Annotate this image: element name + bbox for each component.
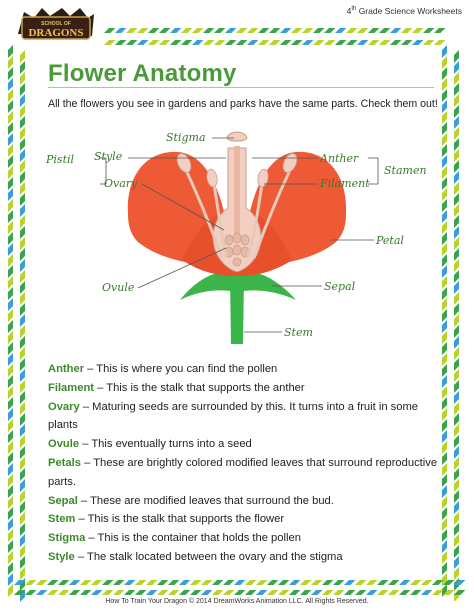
label-style: Style [94, 150, 123, 163]
definition-stem: Stem – This is the stalk that supports the flower [48, 513, 285, 526]
label-pistil: Pistil [46, 153, 75, 166]
label-stigma: Stigma [166, 131, 206, 144]
definition-ovule: Ovule – This eventually turns into a seed [48, 438, 252, 451]
definitions-list [48, 360, 438, 567]
label-ovule: Ovule [102, 281, 135, 294]
label-filament: Filament [320, 177, 370, 190]
definition-anther: Anther – This is where you can find the pollen [48, 363, 278, 375]
definition-sepal: Sepal – These are modified leaves that surround the bud. [48, 494, 334, 507]
definition-ovary: Ovary – Maturing seeds are surrounded by this. It turns into a fruit in some plants [48, 400, 419, 432]
definition-petals: Petals – These are brightly colored modified leaves that surround reproductive parts. [48, 456, 438, 488]
definition-filament: Filament – This is the stalk that supports the anther [48, 381, 305, 394]
label-petal: Petal [376, 234, 404, 247]
logo-text: DRAGONS [28, 27, 84, 39]
stigma-shape [227, 132, 247, 141]
definition-stigma: Stigma – This is the container that holds the pollen [48, 532, 301, 545]
label-sepal: Sepal [324, 280, 356, 293]
worksheet-category: 4th Grade Science Worksheets [346, 6, 462, 16]
copyright-footer: How To Train Your Dragon © 2014 DreamWorks Animation LLC. All Rights Reserved. [105, 598, 369, 605]
intro-text: All the flowers you see in gardens and parks have the same parts. Check them out! [48, 98, 438, 110]
definition-style: Style – The stalk located between the ovary and the stigma [48, 550, 343, 563]
label-stem: Stem [284, 326, 313, 339]
logo-subtext: SCHOOL OF [41, 21, 71, 27]
label-ovary: Ovary [104, 177, 138, 190]
label-stamen: Stamen [384, 164, 427, 177]
label-anther: Anther [320, 152, 359, 165]
page-title: Flower Anatomy [48, 60, 237, 87]
